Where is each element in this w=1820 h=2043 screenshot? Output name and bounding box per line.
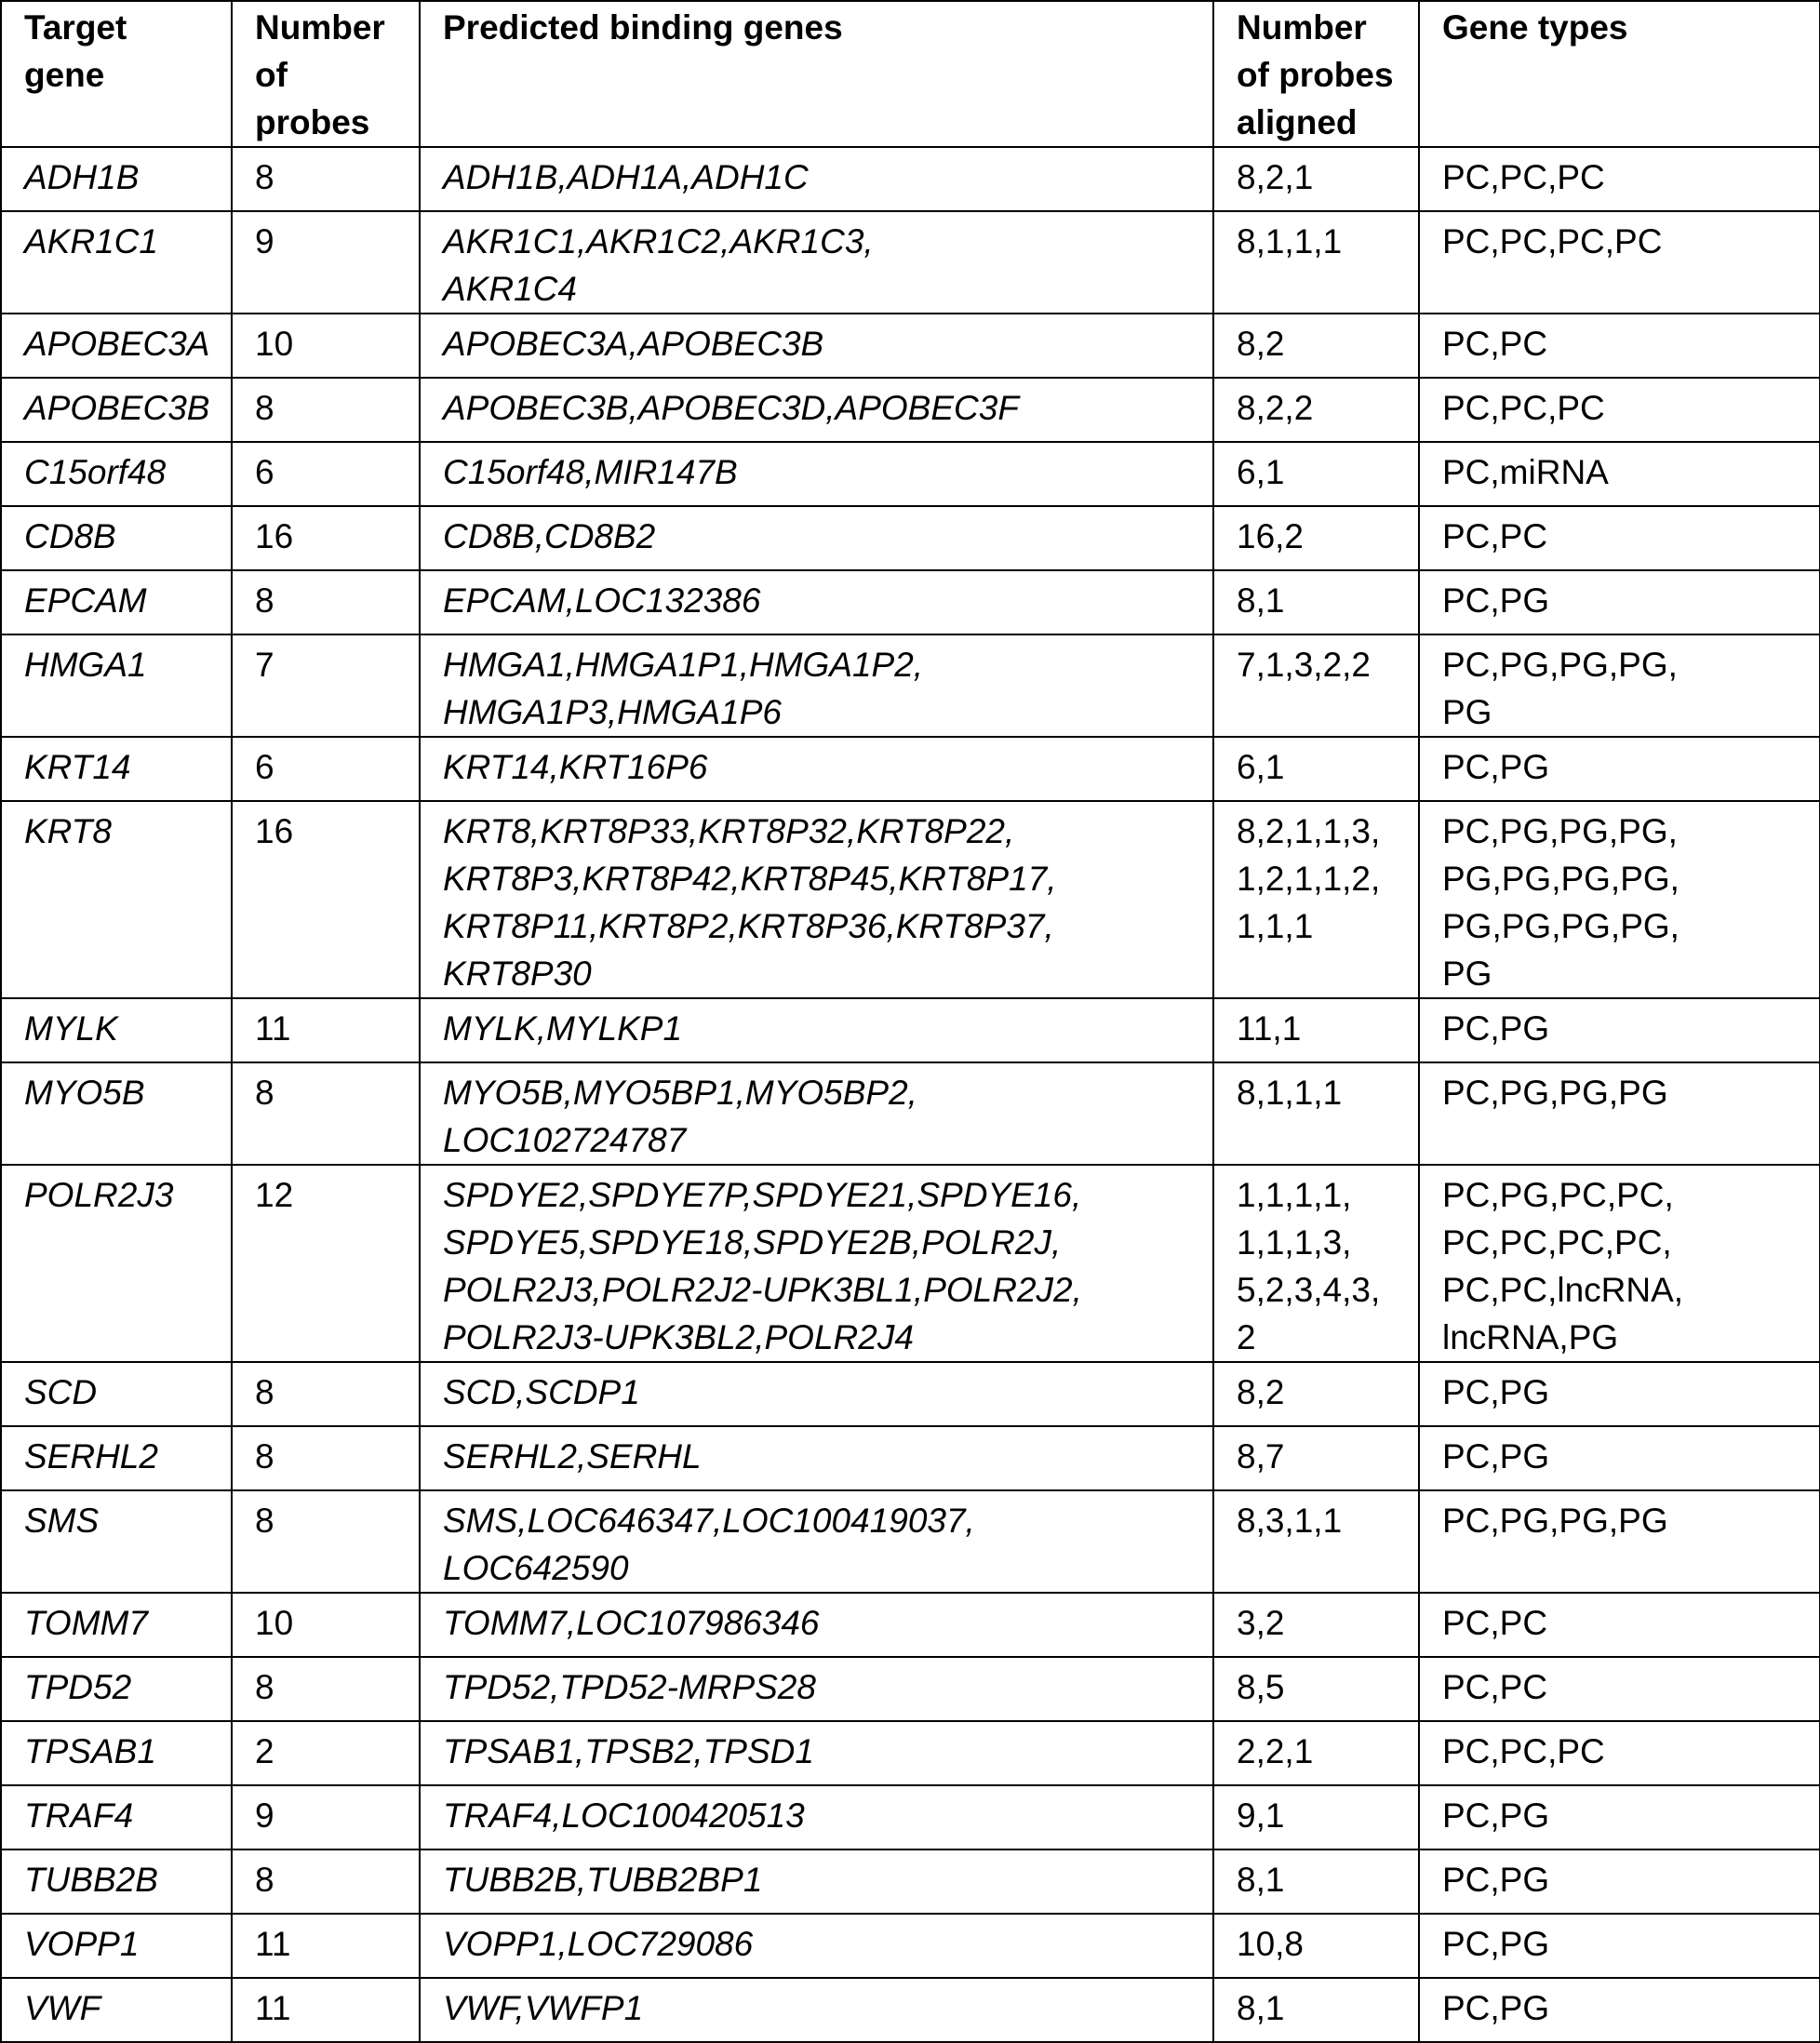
cell-probes-aligned <box>1213 570 1419 634</box>
cell-gene-types-line: PC,PC,PC,PC, <box>1442 1223 1672 1262</box>
cell-probes-aligned-line: 8,1,1,1 <box>1237 1074 1343 1112</box>
cell-gene-types-line: PC,PC <box>1442 1668 1548 1706</box>
table-row <box>1 1849 1820 1914</box>
cell-predicted-binding-genes <box>420 506 1213 570</box>
cell-gene-types <box>1419 634 1820 737</box>
table-row <box>1 1362 1820 1426</box>
cell-gene-types <box>1419 442 1820 506</box>
cell-predicted-binding-genes <box>420 1914 1213 1978</box>
cell-gene-types-line: PC,PG <box>1442 1373 1550 1411</box>
cell-predicted-binding-genes-line: KRT14,KRT16P6 <box>443 748 708 786</box>
cell-probes-aligned-line: 2,2,1 <box>1237 1732 1314 1770</box>
table-row <box>1 211 1820 314</box>
cell-probes-aligned <box>1213 1785 1419 1849</box>
cell-probes-aligned <box>1213 1490 1419 1593</box>
cell-number-of-probes: 11 <box>232 1914 420 1978</box>
cell-probes-aligned-line: 8,1 <box>1237 1861 1285 1899</box>
cell-gene-types-line: PC,PG <box>1442 1989 1550 2027</box>
cell-predicted-binding-genes-line: MYLK,MYLKP1 <box>443 1009 683 1048</box>
cell-predicted-binding-genes-line: AKR1C1,AKR1C2,AKR1C3, <box>443 222 874 260</box>
cell-probes-aligned-line: 16,2 <box>1237 517 1305 555</box>
table-row <box>1 1914 1820 1978</box>
table-row <box>1 570 1820 634</box>
cell-gene-types <box>1419 1657 1820 1721</box>
cell-number-of-probes: 8 <box>232 378 420 442</box>
cell-predicted-binding-genes <box>420 211 1213 314</box>
cell-probes-aligned <box>1213 314 1419 378</box>
cell-probes-aligned-line: 2 <box>1237 1318 1256 1356</box>
cell-number-of-probes: 6 <box>232 737 420 801</box>
cell-gene-types-line: PG <box>1442 955 1492 993</box>
cell-gene-types-line: PC,PG <box>1442 748 1550 786</box>
cell-probes-aligned <box>1213 1362 1419 1426</box>
cell-predicted-binding-genes-line: KRT8P30 <box>443 955 592 993</box>
cell-number-of-probes: 16 <box>232 801 420 998</box>
cell-number-of-probes: 16 <box>232 506 420 570</box>
cell-probes-aligned <box>1213 1657 1419 1721</box>
cell-gene-types-line: PG,PG,PG,PG, <box>1442 860 1679 898</box>
table-row <box>1 1657 1820 1721</box>
cell-predicted-binding-genes-line: KRT8P11,KRT8P2,KRT8P36,KRT8P37, <box>443 907 1054 945</box>
cell-gene-types <box>1419 1849 1820 1914</box>
cell-predicted-binding-genes-line: TPD52,TPD52-MRPS28 <box>443 1668 816 1706</box>
cell-target-gene: TOMM7 <box>1 1593 232 1657</box>
table-row <box>1 737 1820 801</box>
cell-predicted-binding-genes-line: HMGA1P3,HMGA1P6 <box>443 693 782 731</box>
cell-predicted-binding-genes-line: CD8B,CD8B2 <box>443 517 656 555</box>
cell-target-gene: VOPP1 <box>1 1914 232 1978</box>
cell-predicted-binding-genes <box>420 1062 1213 1165</box>
cell-gene-types-line: PG <box>1442 693 1492 731</box>
cell-gene-types-line: lncRNA,PG <box>1442 1318 1619 1356</box>
cell-gene-types <box>1419 1978 1820 2042</box>
cell-probes-aligned-line: 1,1,1,3, <box>1237 1223 1352 1262</box>
cell-probes-aligned <box>1213 1593 1419 1657</box>
cell-probes-aligned <box>1213 442 1419 506</box>
cell-gene-types-line: PC,PG,PG,PG <box>1442 1502 1668 1540</box>
cell-probes-aligned <box>1213 801 1419 998</box>
cell-target-gene: SERHL2 <box>1 1426 232 1490</box>
cell-target-gene: TPD52 <box>1 1657 232 1721</box>
cell-probes-aligned <box>1213 1062 1419 1165</box>
cell-predicted-binding-genes-line: SMS,LOC646347,LOC100419037, <box>443 1502 975 1540</box>
cell-gene-types-line: PC,PC <box>1442 517 1548 555</box>
table-row <box>1 1490 1820 1593</box>
cell-predicted-binding-genes <box>420 378 1213 442</box>
cell-probes-aligned-line: 6,1 <box>1237 748 1285 786</box>
cell-probes-aligned-line: 9,1 <box>1237 1796 1285 1835</box>
cell-target-gene: SCD <box>1 1362 232 1426</box>
cell-predicted-binding-genes-line: VWF,VWFP1 <box>443 1989 644 2027</box>
cell-predicted-binding-genes-line: AKR1C4 <box>443 270 577 308</box>
cell-target-gene: TUBB2B <box>1 1849 232 1914</box>
cell-probes-aligned-line: 8,2,1,1,3, <box>1237 812 1381 850</box>
cell-probes-aligned-line: 8,1,1,1 <box>1237 222 1343 260</box>
cell-probes-aligned-line: 8,2 <box>1237 1373 1285 1411</box>
cell-number-of-probes: 8 <box>232 1490 420 1593</box>
cell-gene-types-line: PC,PC,PC <box>1442 389 1605 427</box>
cell-gene-types <box>1419 1062 1820 1165</box>
cell-gene-types-line: PC,miRNA <box>1442 453 1609 491</box>
cell-number-of-probes: 10 <box>232 314 420 378</box>
cell-predicted-binding-genes <box>420 1490 1213 1593</box>
cell-target-gene: KRT14 <box>1 737 232 801</box>
cell-probes-aligned-line: 8,2,2 <box>1237 389 1314 427</box>
cell-number-of-probes: 9 <box>232 211 420 314</box>
cell-predicted-binding-genes <box>420 1849 1213 1914</box>
cell-gene-types-line: PG,PG,PG,PG, <box>1442 907 1679 945</box>
cell-number-of-probes: 8 <box>232 1362 420 1426</box>
cell-predicted-binding-genes <box>420 1978 1213 2042</box>
cell-predicted-binding-genes-line: SPDYE5,SPDYE18,SPDYE2B,POLR2J, <box>443 1223 1062 1262</box>
table-row <box>1 442 1820 506</box>
cell-probes-aligned <box>1213 1849 1419 1914</box>
cell-predicted-binding-genes-line: APOBEC3A,APOBEC3B <box>443 325 824 363</box>
cell-target-gene: APOBEC3B <box>1 378 232 442</box>
cell-target-gene: TRAF4 <box>1 1785 232 1849</box>
cell-gene-types <box>1419 1593 1820 1657</box>
cell-gene-types <box>1419 737 1820 801</box>
table-row <box>1 1593 1820 1657</box>
cell-predicted-binding-genes-line: LOC642590 <box>443 1549 629 1587</box>
header-gene-types: Gene types <box>1419 1 1820 147</box>
cell-probes-aligned <box>1213 998 1419 1062</box>
table-row <box>1 634 1820 737</box>
cell-predicted-binding-genes <box>420 147 1213 211</box>
cell-predicted-binding-genes <box>420 1426 1213 1490</box>
cell-probes-aligned <box>1213 506 1419 570</box>
cell-predicted-binding-genes-line: HMGA1,HMGA1P1,HMGA1P2, <box>443 646 924 684</box>
cell-number-of-probes: 8 <box>232 1426 420 1490</box>
cell-predicted-binding-genes-line: APOBEC3B,APOBEC3D,APOBEC3F <box>443 389 1019 427</box>
cell-predicted-binding-genes-line: C15orf48,MIR147B <box>443 453 738 491</box>
cell-probes-aligned-line: 3,2 <box>1237 1604 1285 1642</box>
cell-probes-aligned-line: 8,3,1,1 <box>1237 1502 1343 1540</box>
cell-gene-types <box>1419 1490 1820 1593</box>
cell-predicted-binding-genes-line: SPDYE2,SPDYE7P,SPDYE21,SPDYE16, <box>443 1176 1082 1214</box>
cell-predicted-binding-genes-line: EPCAM,LOC132386 <box>443 581 761 620</box>
cell-probes-aligned-line: 8,2 <box>1237 325 1285 363</box>
cell-predicted-binding-genes-line: POLR2J3-UPK3BL2,POLR2J4 <box>443 1318 914 1356</box>
cell-gene-types <box>1419 211 1820 314</box>
cell-number-of-probes: 8 <box>232 570 420 634</box>
table-row <box>1 1062 1820 1165</box>
cell-gene-types <box>1419 998 1820 1062</box>
cell-predicted-binding-genes <box>420 570 1213 634</box>
cell-target-gene: VWF <box>1 1978 232 2042</box>
cell-probes-aligned-line: 6,1 <box>1237 453 1285 491</box>
cell-probes-aligned-line: 10,8 <box>1237 1925 1305 1963</box>
cell-number-of-probes: 7 <box>232 634 420 737</box>
header-target-gene: Target gene <box>1 1 232 147</box>
table-row <box>1 378 1820 442</box>
table-row <box>1 506 1820 570</box>
cell-target-gene: KRT8 <box>1 801 232 998</box>
cell-predicted-binding-genes-line: ADH1B,ADH1A,ADH1C <box>443 158 809 196</box>
table-row <box>1 1978 1820 2042</box>
cell-number-of-probes: 6 <box>232 442 420 506</box>
cell-predicted-binding-genes-line: SCD,SCDP1 <box>443 1373 640 1411</box>
cell-gene-types-line: PC,PG <box>1442 1861 1550 1899</box>
cell-probes-aligned <box>1213 211 1419 314</box>
cell-target-gene: C15orf48 <box>1 442 232 506</box>
cell-gene-types-line: PC,PG,PG,PG, <box>1442 646 1678 684</box>
cell-predicted-binding-genes <box>420 801 1213 998</box>
cell-predicted-binding-genes <box>420 1721 1213 1785</box>
header-number-of-probes-aligned: Number of probes aligned <box>1213 1 1419 147</box>
table-row <box>1 998 1820 1062</box>
cell-probes-aligned-line: 1,1,1,1, <box>1237 1176 1352 1214</box>
cell-gene-types <box>1419 1914 1820 1978</box>
cell-probes-aligned <box>1213 634 1419 737</box>
cell-predicted-binding-genes <box>420 1657 1213 1721</box>
cell-predicted-binding-genes <box>420 1165 1213 1362</box>
cell-number-of-probes: 12 <box>232 1165 420 1362</box>
cell-probes-aligned <box>1213 1914 1419 1978</box>
cell-gene-types <box>1419 378 1820 442</box>
cell-probes-aligned <box>1213 1165 1419 1362</box>
cell-gene-types-line: PC,PG,PG,PG <box>1442 1074 1668 1112</box>
cell-probes-aligned-line: 1,1,1 <box>1237 907 1314 945</box>
cell-predicted-binding-genes-line: TPSAB1,TPSB2,TPSD1 <box>443 1732 814 1770</box>
table-row <box>1 1785 1820 1849</box>
table-row <box>1 1426 1820 1490</box>
cell-predicted-binding-genes <box>420 1593 1213 1657</box>
cell-gene-types-line: PC,PG <box>1442 1925 1550 1963</box>
cell-predicted-binding-genes-line: KRT8P3,KRT8P42,KRT8P45,KRT8P17, <box>443 860 1057 898</box>
cell-target-gene: ADH1B <box>1 147 232 211</box>
cell-probes-aligned-line: 7,1,3,2,2 <box>1237 646 1372 684</box>
cell-gene-types <box>1419 506 1820 570</box>
cell-gene-types <box>1419 1785 1820 1849</box>
table-row <box>1 1165 1820 1362</box>
cell-number-of-probes: 11 <box>232 998 420 1062</box>
cell-probes-aligned-line: 8,2,1 <box>1237 158 1314 196</box>
cell-gene-types-line: PC,PG,PG,PG, <box>1442 812 1678 850</box>
cell-probes-aligned <box>1213 1426 1419 1490</box>
cell-predicted-binding-genes-line: LOC102724787 <box>443 1121 687 1159</box>
cell-probes-aligned-line: 1,2,1,1,2, <box>1237 860 1381 898</box>
cell-predicted-binding-genes <box>420 1785 1213 1849</box>
cell-gene-types-line: PC,PC,PC <box>1442 1732 1605 1770</box>
cell-probes-aligned-line: 5,2,3,4,3, <box>1237 1271 1381 1309</box>
cell-predicted-binding-genes-line: SERHL2,SERHL <box>443 1437 702 1476</box>
cell-predicted-binding-genes-line: POLR2J3,POLR2J2-UPK3BL1,POLR2J2, <box>443 1271 1082 1309</box>
cell-gene-types <box>1419 1426 1820 1490</box>
cell-gene-types-line: PC,PC <box>1442 1604 1548 1642</box>
table-row <box>1 1721 1820 1785</box>
cell-probes-aligned-line: 11,1 <box>1237 1009 1302 1048</box>
table-body <box>1 147 1820 2042</box>
cell-number-of-probes: 8 <box>232 1657 420 1721</box>
cell-target-gene: HMGA1 <box>1 634 232 737</box>
cell-predicted-binding-genes-line: TUBB2B,TUBB2BP1 <box>443 1861 763 1899</box>
cell-number-of-probes: 11 <box>232 1978 420 2042</box>
header-predicted-binding-genes: Predicted binding genes <box>420 1 1213 147</box>
cell-probes-aligned <box>1213 1721 1419 1785</box>
header-number-of-probes: Number of probes <box>232 1 420 147</box>
cell-gene-types-line: PC,PC,PC <box>1442 158 1605 196</box>
cell-predicted-binding-genes <box>420 737 1213 801</box>
cell-probes-aligned <box>1213 378 1419 442</box>
cell-predicted-binding-genes <box>420 442 1213 506</box>
cell-gene-types <box>1419 801 1820 998</box>
cell-number-of-probes: 2 <box>232 1721 420 1785</box>
table-row <box>1 801 1820 998</box>
cell-gene-types-line: PC,PC <box>1442 325 1548 363</box>
cell-target-gene: AKR1C1 <box>1 211 232 314</box>
cell-gene-types-line: PC,PG,PC,PC, <box>1442 1176 1674 1214</box>
cell-predicted-binding-genes <box>420 998 1213 1062</box>
cell-target-gene: TPSAB1 <box>1 1721 232 1785</box>
cell-predicted-binding-genes <box>420 314 1213 378</box>
cell-probes-aligned-line: 8,7 <box>1237 1437 1285 1476</box>
cell-predicted-binding-genes-line: TRAF4,LOC100420513 <box>443 1796 805 1835</box>
cell-probes-aligned-line: 8,1 <box>1237 1989 1285 2027</box>
cell-gene-types-line: PC,PG <box>1442 1437 1550 1476</box>
cell-gene-types-line: PC,PC,PC,PC <box>1442 222 1663 260</box>
cell-target-gene: SMS <box>1 1490 232 1593</box>
cell-gene-types <box>1419 570 1820 634</box>
cell-target-gene: EPCAM <box>1 570 232 634</box>
cell-gene-types <box>1419 1721 1820 1785</box>
cell-predicted-binding-genes <box>420 634 1213 737</box>
cell-gene-types-line: PC,PG <box>1442 581 1550 620</box>
table-row <box>1 314 1820 378</box>
cell-gene-types-line: PC,PC,lncRNA, <box>1442 1271 1684 1309</box>
cell-gene-types-line: PC,PG <box>1442 1009 1550 1048</box>
cell-probes-aligned <box>1213 147 1419 211</box>
cell-predicted-binding-genes-line: MYO5B,MYO5BP1,MYO5BP2, <box>443 1074 917 1112</box>
cell-target-gene: APOBEC3A <box>1 314 232 378</box>
cell-number-of-probes: 9 <box>232 1785 420 1849</box>
cell-number-of-probes: 10 <box>232 1593 420 1657</box>
cell-probes-aligned <box>1213 1978 1419 2042</box>
cell-number-of-probes: 8 <box>232 1062 420 1165</box>
cell-target-gene: CD8B <box>1 506 232 570</box>
cell-predicted-binding-genes-line: TOMM7,LOC107986346 <box>443 1604 820 1642</box>
table-row <box>1 147 1820 211</box>
cell-gene-types <box>1419 1165 1820 1362</box>
table-header-row <box>1 1 1820 147</box>
cell-probes-aligned-line: 8,5 <box>1237 1668 1285 1706</box>
cell-probes-aligned <box>1213 737 1419 801</box>
cell-gene-types-line: PC,PG <box>1442 1796 1550 1835</box>
cell-target-gene: MYLK <box>1 998 232 1062</box>
cell-gene-types <box>1419 314 1820 378</box>
cell-gene-types <box>1419 1362 1820 1426</box>
cell-predicted-binding-genes-line: VOPP1,LOC729086 <box>443 1925 754 1963</box>
cell-target-gene: POLR2J3 <box>1 1165 232 1362</box>
cell-number-of-probes: 8 <box>232 147 420 211</box>
cell-number-of-probes: 8 <box>232 1849 420 1914</box>
cell-predicted-binding-genes-line: KRT8,KRT8P33,KRT8P32,KRT8P22, <box>443 812 1015 850</box>
cell-probes-aligned-line: 8,1 <box>1237 581 1285 620</box>
cell-predicted-binding-genes <box>420 1362 1213 1426</box>
cell-gene-types <box>1419 147 1820 211</box>
cell-target-gene: MYO5B <box>1 1062 232 1165</box>
